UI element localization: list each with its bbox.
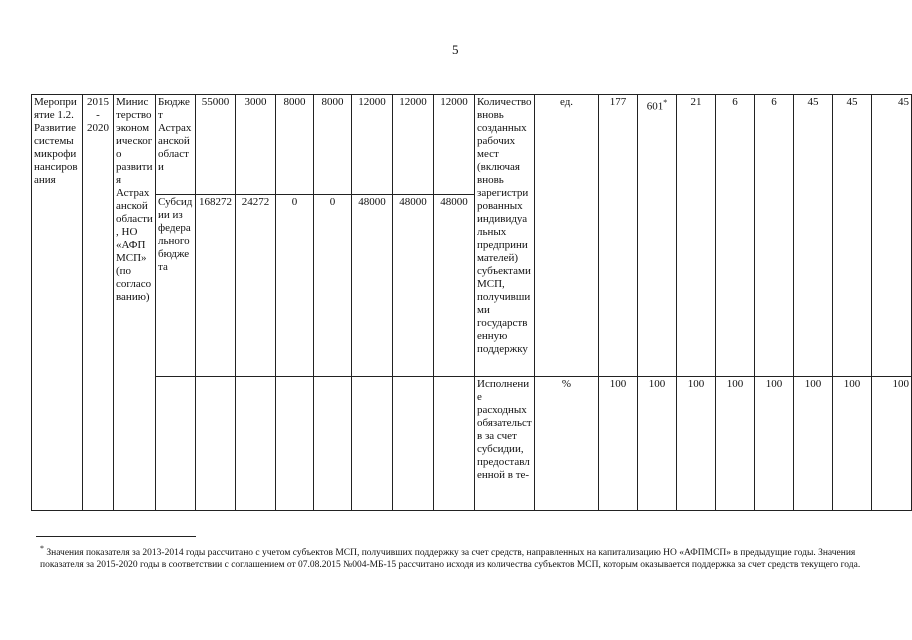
indicator2-unit: % xyxy=(535,377,599,511)
measure-cell: Мероприятие 1.2. Развитие системы микрофинансирования xyxy=(32,95,83,511)
indicator2-value: 100 xyxy=(716,377,755,511)
regional-value: 8000 xyxy=(276,95,314,195)
regional-value: 3000 xyxy=(236,95,276,195)
indicator1-value: 45 xyxy=(833,95,872,377)
executor-cell: Министерство экономического развития Астраханской области, НО «АФПМСП» (по согласованию) xyxy=(114,95,156,511)
footnote-star: * xyxy=(663,98,668,107)
program-table xyxy=(31,94,912,511)
indicator2-value: 100 xyxy=(833,377,872,511)
table-row xyxy=(32,377,912,511)
indicator2-value: 100 xyxy=(755,377,794,511)
federal-value: 48000 xyxy=(393,195,434,377)
federal-value: 24272 xyxy=(236,195,276,377)
regional-value: 55000 xyxy=(196,95,236,195)
empty-cell xyxy=(236,377,276,511)
indicator1-value: 601* xyxy=(638,95,677,377)
indicator2-value: 100 xyxy=(794,377,833,511)
federal-value: 0 xyxy=(314,195,352,377)
indicator2-value: 100 xyxy=(677,377,716,511)
footnote-divider xyxy=(36,536,196,537)
indicator2-value: 100 xyxy=(638,377,677,511)
years-cell: 2015 - 2020 xyxy=(83,95,114,511)
indicator1-value: 6 xyxy=(716,95,755,377)
page-number: 5 xyxy=(452,42,459,57)
regional-value: 12000 xyxy=(393,95,434,195)
empty-cell xyxy=(352,377,393,511)
empty-cell xyxy=(434,377,475,511)
federal-value: 168272 xyxy=(196,195,236,377)
federal-value: 48000 xyxy=(434,195,475,377)
empty-cell xyxy=(196,377,236,511)
footnote xyxy=(40,543,885,571)
empty-cell xyxy=(393,377,434,511)
regional-value: 12000 xyxy=(352,95,393,195)
indicator1-value: 21 xyxy=(677,95,716,377)
table-row xyxy=(32,95,912,195)
footnote-text: Значения показателя за 2013-2014 годы рассчитано с учетом субъектов МСП, получивших поддержку за счет средств, направленных на капитализацию НО «АФПМСП» в предыдущие годы. Значения показателя за 2015-2020 годы в соответствии с соглашением от 07.08.2015 №004-МБ-15 рассчитано исходя из количества субъектов МСП, которым оказывается поддержка за счет средств текущего года. xyxy=(40,548,861,571)
regional-value: 8000 xyxy=(314,95,352,195)
empty-cell xyxy=(156,377,196,511)
footnote-marker: * xyxy=(40,544,44,553)
federal-value: 48000 xyxy=(352,195,393,377)
empty-cell xyxy=(314,377,352,511)
indicator1-name: Количество вновь созданных рабочих мест (включая вновь зарегистрированных индивидуальных предпринимателей) субъектами МСП, получившими государственную поддержку xyxy=(475,95,535,377)
indicator1-unit: ед. xyxy=(535,95,599,377)
budget-regional-cell: Бюджет Астраханской области xyxy=(156,95,196,195)
regional-value: 12000 xyxy=(434,95,475,195)
indicator2-value: 100 xyxy=(599,377,638,511)
indicator1-value: 177 xyxy=(599,95,638,377)
empty-cell xyxy=(276,377,314,511)
indicator1-value: 45 xyxy=(794,95,833,377)
indicator1-value: 45 xyxy=(872,95,912,377)
indicator2-value: 100 xyxy=(872,377,912,511)
indicator2-name: Исполнение расходных обязательств за счет субсидии, предоставленной в те- xyxy=(475,377,535,511)
indicator1-value: 6 xyxy=(755,95,794,377)
federal-value: 0 xyxy=(276,195,314,377)
budget-federal-cell: Субсидии из федерального бюджета xyxy=(156,195,196,377)
